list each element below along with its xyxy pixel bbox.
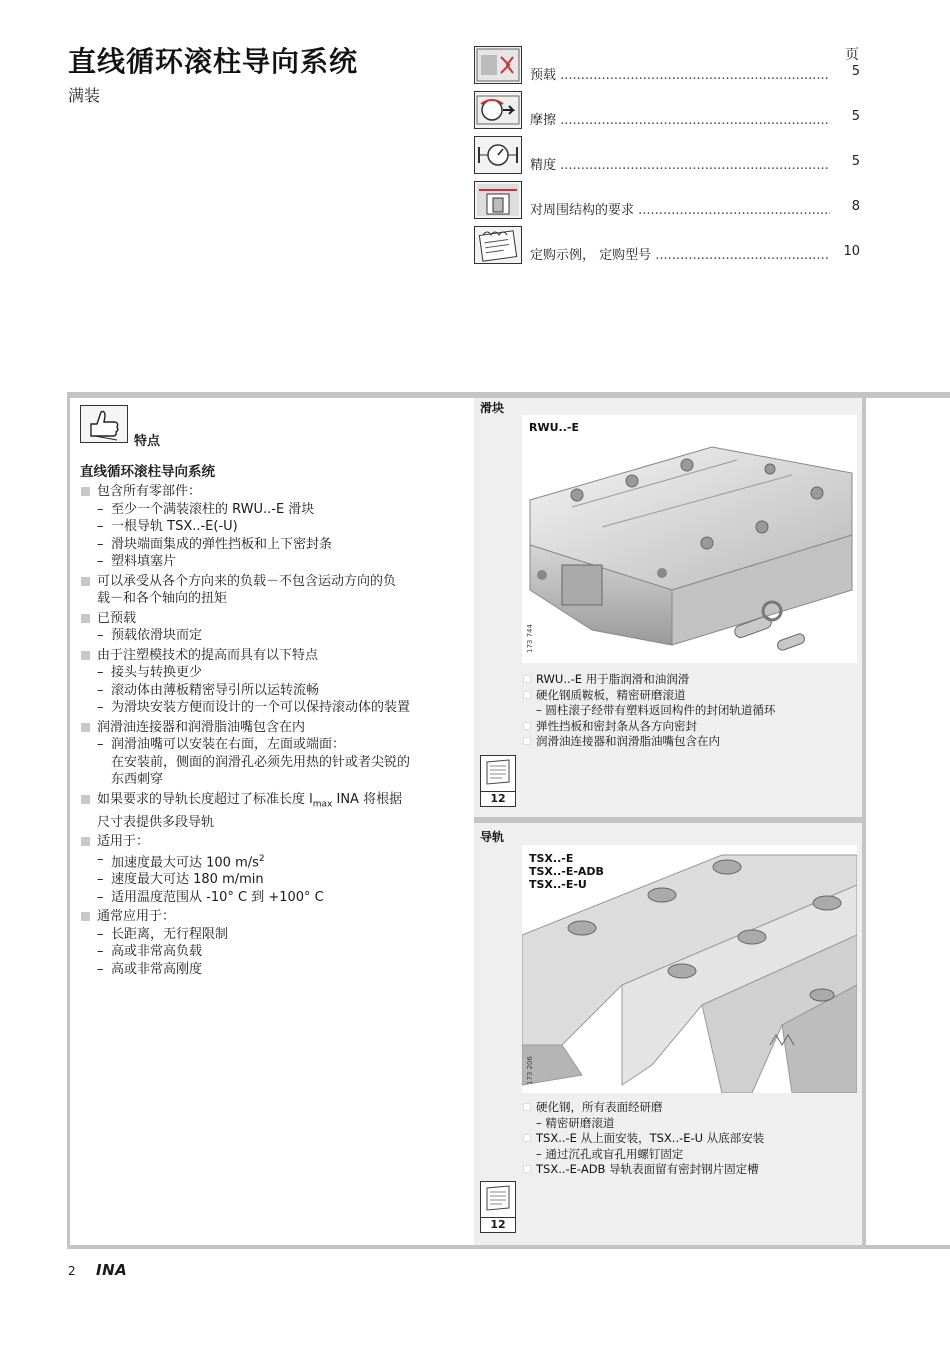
toc-item-precision[interactable]: [474, 136, 862, 176]
panel-section-divider: [474, 817, 862, 823]
toc-item-friction[interactable]: [474, 91, 862, 131]
toc-page-number: 5: [851, 64, 860, 79]
carriage-section-label: 滑块: [480, 401, 505, 415]
carriage-desc-item: 弹性挡板和密封条从各方向密封: [523, 719, 853, 735]
carriage-image-code: 173 744: [526, 624, 534, 653]
rail-image-code: 173 206: [526, 1056, 534, 1085]
rail-description-list: [523, 1100, 853, 1178]
rail-section-label: 导轨: [480, 830, 505, 844]
carriage-image-caption: RWU..-E: [529, 421, 579, 434]
toc-page-number: 5: [851, 154, 860, 169]
toc-page-header: 页: [845, 47, 859, 63]
feature-sub-item: – 至少一个满装滚柱的 RWU..-E 滑块: [80, 501, 460, 519]
toc-label: 定购示例， 定购型号 .....: [530, 244, 830, 263]
page-number: 2: [68, 1264, 76, 1278]
carriage-description-list: [523, 672, 853, 750]
page-reference-number: 12: [481, 1217, 515, 1232]
ina-logo: INA: [96, 1261, 128, 1279]
panel-column-divider: [862, 398, 866, 1245]
feature-list: [80, 481, 460, 978]
feature-sub-continuation: 东西刺穿: [111, 772, 164, 787]
feature-item: 包含所有零部件：: [80, 483, 460, 501]
carriage-block-illustration: [522, 415, 857, 663]
page-reference-book-icon[interactable]: [480, 755, 516, 807]
feature-sub-item: – 速度最大可达 180 m/min: [80, 871, 460, 889]
rail-image: [522, 845, 857, 1093]
page-reference-book-icon[interactable]: [480, 1181, 516, 1233]
panel-top-border: [67, 392, 950, 398]
feature-item: 适用于：: [80, 833, 460, 851]
feature-sub-item: – 高或非常高刚度: [80, 961, 460, 979]
feature-sub-item: – 滑块端面集成的弹性挡板和上下密封条: [80, 536, 460, 554]
page-reference-number: 12: [481, 791, 515, 806]
feature-sub-item: – 加速度最大可达 100 $m/s^2$: [80, 851, 460, 872]
features-heading: 特点: [134, 434, 161, 449]
feature-sub-item: – 接头与转换更少: [80, 664, 460, 682]
rail-desc-item: TSX..-E 从上面安装，TSX..-E-U 从底部安装: [523, 1131, 853, 1147]
page-subtitle: 满装: [68, 86, 101, 105]
rail-desc-sub-item: – 精密研磨滚道: [536, 1115, 615, 1130]
rail-desc-item: 硬化钢，所有表面经研磨: [523, 1100, 853, 1116]
toc-page-number: 5: [851, 109, 860, 124]
feature-sub-item: – 预载依滑块而定: [80, 627, 460, 645]
feature-sub-item: – 塑料填塞片: [80, 553, 460, 571]
feature-sub-item: – 一根导轨 TSX..-E(-U): [80, 518, 460, 536]
thumbs-up-hand-icon: [80, 405, 128, 443]
rail-image-caption: TSX..-E: [529, 852, 574, 865]
preload-icon: [474, 46, 522, 84]
precision-icon: [474, 136, 522, 174]
feature-sub-item: – 滚动体由薄板精密导引所以运转流畅: [80, 682, 460, 700]
toc-item-adjacent-structure[interactable]: [474, 181, 862, 221]
toc-label: 精度 .....: [530, 154, 830, 173]
feature-sub-item: – 适用温度范围从 -10° C 到 +100° C: [80, 889, 460, 907]
carriage-image: [522, 415, 857, 663]
adjacent-structure-icon: [474, 181, 522, 219]
toc-label: 预载 .....: [530, 64, 830, 83]
ordering-icon: [474, 226, 522, 264]
feature-item: 由于注塑模技术的提高而具有以下特点: [80, 647, 460, 665]
panel-left-border: [67, 392, 70, 1249]
feature-item: 如果要求的导轨长度超过了标准长度 $l_{max}$ INA 将根据 尺寸表提供多段导轨: [80, 791, 460, 832]
feature-sub-item: – 高或非常高负载: [80, 943, 460, 961]
features-title: 直线循环滚柱导向系统: [80, 464, 215, 480]
rail-image-caption: TSX..-E-U: [529, 878, 587, 891]
feature-sub-item: – 润滑油嘴可以安装在右面，左面或端面：: [80, 736, 460, 754]
toc-page-number: 8: [851, 199, 860, 214]
feature-sub-item: – 长距离，无行程限制: [80, 926, 460, 944]
feature-sub-item: – 为滑块安装方便而设计的一个可以保持滚动体的装置: [80, 699, 460, 717]
feature-item: 可以承受从各个方向来的负载－不包含运动方向的负 载－和各个轴向的扭矩: [80, 573, 460, 608]
rail-desc-sub-item: – 通过沉孔或盲孔用螺钉固定: [536, 1146, 684, 1161]
feature-item: 通常应用于：: [80, 908, 460, 926]
carriage-desc-item: RWU..-E 用于脂润滑和油润滑: [523, 672, 853, 688]
toc-page-number: 10: [843, 244, 860, 259]
friction-icon: [474, 91, 522, 129]
carriage-desc-sub-item: – 圆柱滚子经带有塑料返回构件的封闭轨道循环: [536, 703, 776, 717]
carriage-desc-item: 润滑油连接器和润滑脂油嘴包含在内: [523, 734, 853, 750]
panel-bottom-border: [67, 1245, 950, 1249]
toc-item-ordering[interactable]: [474, 226, 862, 266]
toc-label: 摩擦 .....: [530, 109, 830, 128]
feature-sub-continuation: 在安装前，侧面的润滑孔必须先用热的针或者尖锐的: [111, 754, 411, 770]
page-title: 直线循环滚柱导向系统: [68, 45, 359, 78]
toc-item-preload[interactable]: [474, 46, 862, 86]
toc-label: 对周围结构的要求 .....: [530, 199, 830, 218]
feature-item: 已预载: [80, 610, 460, 628]
rail-image-caption: TSX..-E-ADB: [529, 865, 604, 878]
rail-desc-item: TSX..-E-ADB 导轨表面留有密封钢片固定槽: [523, 1162, 853, 1178]
feature-item: 润滑油连接器和润滑脂油嘴包含在内: [80, 719, 460, 737]
carriage-desc-item: 硬化钢质鞍板，精密研磨滚道: [523, 688, 853, 704]
